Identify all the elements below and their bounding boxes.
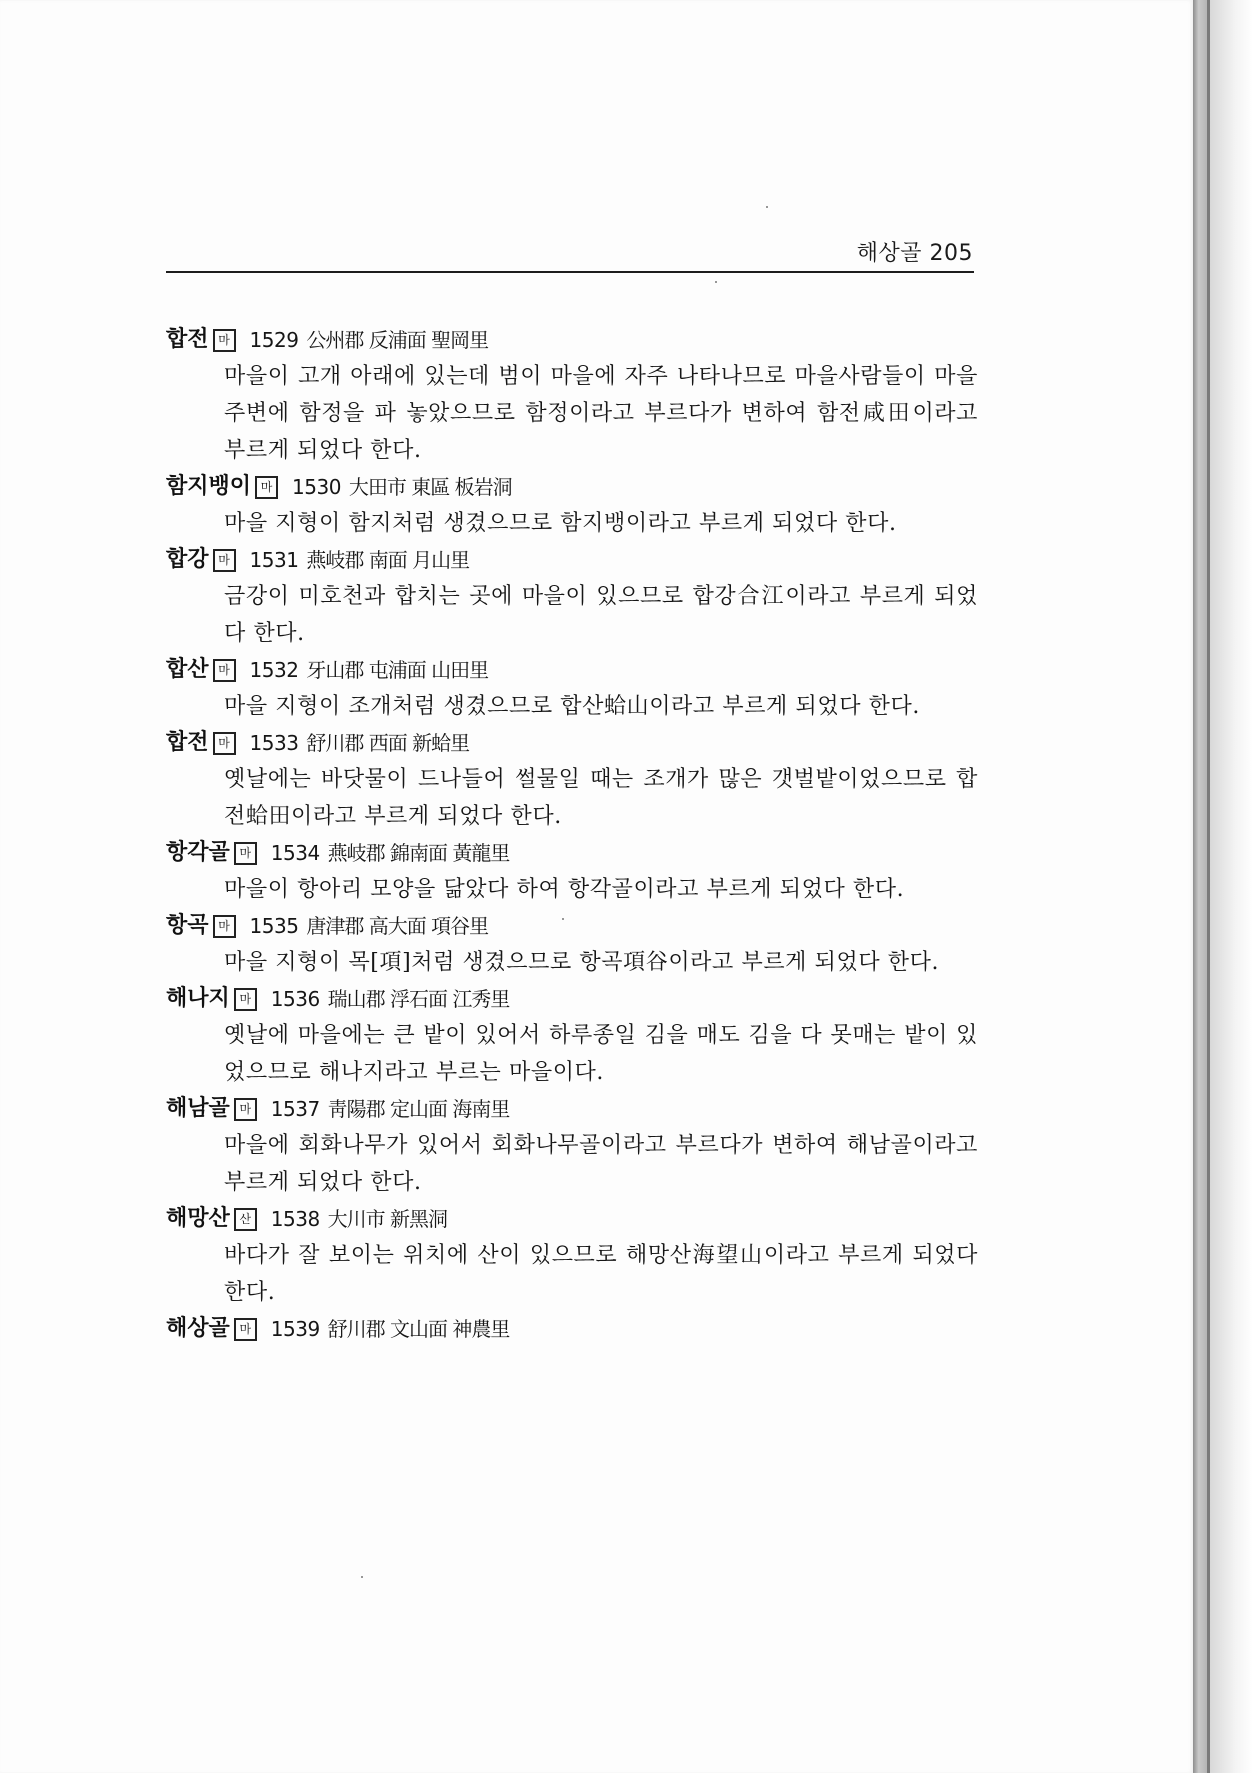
entry-heading: [166, 725, 978, 761]
entry-heading: [166, 981, 978, 1017]
entry-heading: [166, 322, 978, 358]
entry-term: 해망산: [166, 1206, 230, 1231]
entry: [166, 469, 978, 542]
entry-term: 해나지: [166, 986, 230, 1011]
entry-location: 唐津郡 高大面 項谷里: [306, 914, 489, 938]
entry: [166, 1201, 978, 1311]
entry-heading: [166, 469, 978, 505]
entry-description: 마을이 고개 아래에 있는데 범이 마을에 자주 나타나므로 마을사람들이 마을 주변에 함정을 파 놓았으므로 함정이라고 부르다가 변하여 함전咸田이라고 부르게 되었다 한다.: [224, 364, 978, 463]
category-box: 마: [255, 476, 278, 499]
entry-term: 합강: [166, 547, 209, 572]
entry-number: 1533: [249, 731, 299, 755]
entry-term: 해상골: [166, 1316, 230, 1341]
category-box: 마: [234, 988, 257, 1011]
entry-number: 1536: [270, 987, 320, 1011]
entry-location: 牙山郡 屯浦面 山田里: [306, 658, 489, 682]
entry-location: 舒川郡 西面 新蛤里: [306, 731, 470, 755]
entry-description: 금강이 미호천과 합치는 곳에 마을이 있으므로 합강合江이라고 부르게 되었다 한다.: [224, 584, 978, 646]
scan-speck: [562, 918, 564, 920]
entry-number: 1535: [249, 914, 299, 938]
entry: [166, 1091, 978, 1201]
entry-location: 大川市 新黑洞: [327, 1207, 448, 1231]
page-edge-margin: [1210, 0, 1253, 1773]
entry-location: 燕岐郡 錦南面 黃龍里: [327, 841, 510, 865]
entry-number: 1529: [249, 328, 299, 352]
category-box: 마: [234, 1098, 257, 1121]
entry-term: 해남골: [166, 1096, 230, 1121]
entry-heading: [166, 835, 978, 871]
entry-number: 1532: [249, 658, 299, 682]
page-edge: [1193, 0, 1207, 1773]
entry-heading: [166, 908, 978, 944]
entry-number: 1537: [270, 1097, 320, 1121]
entry: [166, 652, 978, 725]
entry-location: 大田市 東區 板岩洞: [348, 475, 512, 499]
entry-term: 함지뱅이: [166, 474, 252, 499]
entry-location: 靑陽郡 定山面 海南里: [327, 1097, 510, 1121]
entry: [166, 981, 978, 1091]
entry: [166, 322, 978, 469]
entry-description: 옛날에 마을에는 큰 밭이 있어서 하루종일 김을 매도 김을 다 못매는 밭이 있었으므로 해나지라고 부르는 마을이다.: [224, 1023, 978, 1085]
scan-speck: [766, 206, 768, 208]
running-header: 해상골 205: [856, 241, 973, 266]
category-box: 마: [213, 329, 236, 352]
entry-heading: [166, 652, 978, 688]
entry-description: 마을 지형이 조개처럼 생겼으므로 합산蛤山이라고 부르게 되었다 한다.: [224, 694, 920, 719]
entry-number: 1531: [249, 548, 299, 572]
entry-number: 1538: [270, 1207, 320, 1231]
entry-term: 합산: [166, 657, 209, 682]
header-rule: [166, 271, 974, 273]
entry-description: 마을 지형이 함지처럼 생겼으므로 함지뱅이라고 부르게 되었다 한다.: [224, 511, 897, 536]
entry-heading: [166, 542, 978, 578]
entry-heading: [166, 1201, 978, 1237]
category-box: 마: [234, 842, 257, 865]
scan-speck: [715, 281, 717, 283]
entry-list: [166, 322, 978, 1347]
entry-description: 마을에 회화나무가 있어서 회화나무골이라고 부르다가 변하여 해남골이라고 부르게 되었다 한다.: [224, 1133, 978, 1195]
entry: [166, 725, 978, 835]
entry-term: 항곡: [166, 913, 209, 938]
category-box: 마: [213, 549, 236, 572]
entry-heading: [166, 1311, 978, 1347]
entry-term: 합전: [166, 730, 209, 755]
category-box: 마: [213, 659, 236, 682]
entry-description: 옛날에는 바닷물이 드나들어 썰물일 때는 조개가 많은 갯벌밭이었으므로 합전蛤田이라고 부르게 되었다 한다.: [224, 767, 978, 829]
entry-number: 1534: [270, 841, 320, 865]
entry-term: 합전: [166, 327, 209, 352]
entry-description: 마을 지형이 목[項]처럼 생겼으므로 항곡項谷이라고 부르게 되었다 한다.: [224, 950, 940, 975]
category-box: 마: [213, 915, 236, 938]
entry-term: 항각골: [166, 840, 230, 865]
entry-location: 燕岐郡 南面 月山里: [306, 548, 470, 572]
entry-location: 公州郡 反浦面 聖岡里: [306, 328, 489, 352]
entry-location: 舒川郡 文山面 神農里: [327, 1317, 510, 1341]
entry-heading: [166, 1091, 978, 1127]
entry-description: 바다가 잘 보이는 위치에 산이 있으므로 해망산海望山이라고 부르게 되었다 한다.: [224, 1243, 978, 1305]
category-box: 산: [234, 1208, 257, 1231]
scan-speck: [361, 1576, 363, 1578]
entry-location: 瑞山郡 浮石面 江秀里: [327, 987, 510, 1011]
entry-number: 1530: [292, 475, 341, 499]
entry: [166, 908, 978, 981]
entry: [166, 835, 978, 908]
category-box: 마: [234, 1318, 257, 1341]
category-box: 마: [213, 732, 236, 755]
entry-number: 1539: [270, 1317, 320, 1341]
entry: [166, 1311, 978, 1347]
entry-description: 마을이 항아리 모양을 닮았다 하여 항각골이라고 부르게 되었다 한다.: [224, 877, 905, 902]
entry: [166, 542, 978, 652]
